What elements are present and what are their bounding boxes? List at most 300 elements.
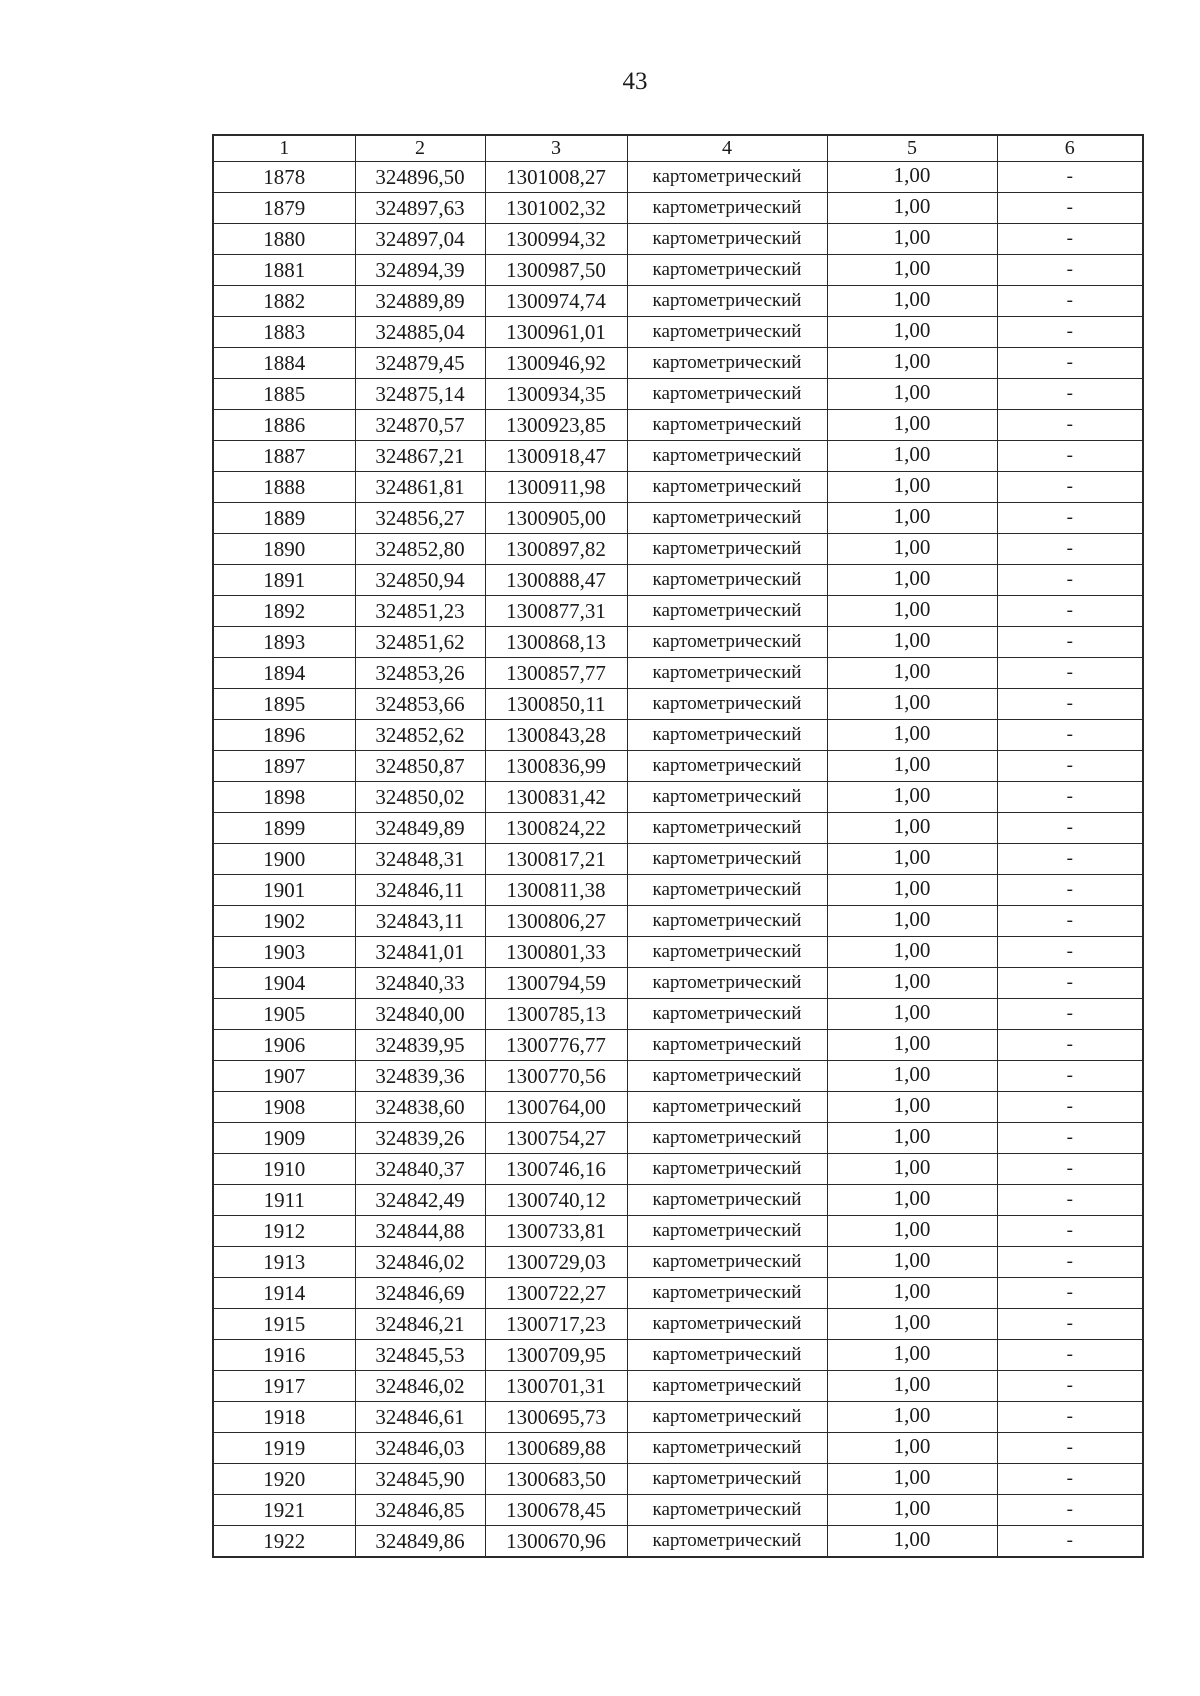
accuracy-cell: 1,00 (827, 162, 997, 193)
note-cell: - (997, 720, 1143, 751)
x-coordinate-cell: 324846,02 (355, 1371, 485, 1402)
y-coordinate-cell: 1301002,32 (485, 193, 627, 224)
x-coordinate-cell: 324840,33 (355, 968, 485, 999)
accuracy-cell: 1,00 (827, 968, 997, 999)
y-coordinate-cell: 1300717,23 (485, 1309, 627, 1340)
accuracy-cell: 1,00 (827, 1309, 997, 1340)
point-number-cell: 1908 (213, 1092, 355, 1123)
accuracy-cell: 1,00 (827, 1185, 997, 1216)
table-row (213, 255, 1143, 286)
table-row (213, 348, 1143, 379)
point-number-cell: 1885 (213, 379, 355, 410)
note-cell: - (997, 627, 1143, 658)
table-row (213, 317, 1143, 348)
x-coordinate-cell: 324885,04 (355, 317, 485, 348)
note-cell: - (997, 844, 1143, 875)
accuracy-cell: 1,00 (827, 410, 997, 441)
note-cell: - (997, 875, 1143, 906)
table-row (213, 720, 1143, 751)
table-row (213, 596, 1143, 627)
x-coordinate-cell: 324889,89 (355, 286, 485, 317)
y-coordinate-cell: 1300776,77 (485, 1030, 627, 1061)
x-coordinate-cell: 324852,80 (355, 534, 485, 565)
note-cell: - (997, 317, 1143, 348)
method-cell: картометрический (627, 813, 827, 844)
table-row (213, 875, 1143, 906)
table-row (213, 162, 1143, 193)
y-coordinate-cell: 1300918,47 (485, 441, 627, 472)
x-coordinate-cell: 324846,85 (355, 1495, 485, 1526)
accuracy-cell: 1,00 (827, 1526, 997, 1558)
accuracy-cell: 1,00 (827, 1464, 997, 1495)
accuracy-cell: 1,00 (827, 1278, 997, 1309)
point-number-cell: 1892 (213, 596, 355, 627)
point-number-cell: 1918 (213, 1402, 355, 1433)
y-coordinate-cell: 1300817,21 (485, 844, 627, 875)
table-row (213, 689, 1143, 720)
x-coordinate-cell: 324846,21 (355, 1309, 485, 1340)
note-cell: - (997, 1092, 1143, 1123)
x-coordinate-cell: 324845,90 (355, 1464, 485, 1495)
x-coordinate-cell: 324846,69 (355, 1278, 485, 1309)
note-cell: - (997, 193, 1143, 224)
y-coordinate-cell: 1300974,74 (485, 286, 627, 317)
accuracy-cell: 1,00 (827, 1340, 997, 1371)
note-cell: - (997, 999, 1143, 1030)
note-cell: - (997, 1216, 1143, 1247)
table-row (213, 751, 1143, 782)
method-cell: картометрический (627, 503, 827, 534)
x-coordinate-cell: 324850,02 (355, 782, 485, 813)
point-number-cell: 1903 (213, 937, 355, 968)
note-cell: - (997, 1278, 1143, 1309)
accuracy-cell: 1,00 (827, 503, 997, 534)
y-coordinate-cell: 1300722,27 (485, 1278, 627, 1309)
note-cell: - (997, 441, 1143, 472)
point-number-cell: 1913 (213, 1247, 355, 1278)
table-row (213, 627, 1143, 658)
note-cell: - (997, 937, 1143, 968)
point-number-cell: 1880 (213, 224, 355, 255)
accuracy-cell: 1,00 (827, 565, 997, 596)
method-cell: картометрический (627, 1154, 827, 1185)
method-cell: картометрический (627, 1309, 827, 1340)
x-coordinate-cell: 324838,60 (355, 1092, 485, 1123)
method-cell: картометрический (627, 1092, 827, 1123)
method-cell: картометрический (627, 255, 827, 286)
x-coordinate-cell: 324851,62 (355, 627, 485, 658)
accuracy-cell: 1,00 (827, 1030, 997, 1061)
point-number-cell: 1895 (213, 689, 355, 720)
x-coordinate-cell: 324842,49 (355, 1185, 485, 1216)
note-cell: - (997, 1061, 1143, 1092)
accuracy-cell: 1,00 (827, 906, 997, 937)
accuracy-cell: 1,00 (827, 1402, 997, 1433)
note-cell: - (997, 565, 1143, 596)
note-cell: - (997, 1371, 1143, 1402)
y-coordinate-cell: 1300806,27 (485, 906, 627, 937)
method-cell: картометрический (627, 1464, 827, 1495)
table-row (213, 1092, 1143, 1123)
table-row (213, 1061, 1143, 1092)
y-coordinate-cell: 1300934,35 (485, 379, 627, 410)
column-header: 6 (997, 135, 1143, 162)
x-coordinate-cell: 324839,26 (355, 1123, 485, 1154)
accuracy-cell: 1,00 (827, 720, 997, 751)
x-coordinate-cell: 324843,11 (355, 906, 485, 937)
y-coordinate-cell: 1300811,38 (485, 875, 627, 906)
table-row (213, 1309, 1143, 1340)
y-coordinate-cell: 1301008,27 (485, 162, 627, 193)
x-coordinate-cell: 324849,89 (355, 813, 485, 844)
table-body (213, 162, 1143, 1558)
point-number-cell: 1886 (213, 410, 355, 441)
y-coordinate-cell: 1300733,81 (485, 1216, 627, 1247)
y-coordinate-cell: 1300695,73 (485, 1402, 627, 1433)
method-cell: картометрический (627, 1061, 827, 1092)
accuracy-cell: 1,00 (827, 658, 997, 689)
accuracy-cell: 1,00 (827, 441, 997, 472)
note-cell: - (997, 1402, 1143, 1433)
note-cell: - (997, 379, 1143, 410)
method-cell: картометрический (627, 193, 827, 224)
table-row (213, 1433, 1143, 1464)
y-coordinate-cell: 1300961,01 (485, 317, 627, 348)
y-coordinate-cell: 1300794,59 (485, 968, 627, 999)
accuracy-cell: 1,00 (827, 379, 997, 410)
note-cell: - (997, 782, 1143, 813)
accuracy-cell: 1,00 (827, 751, 997, 782)
table-row (213, 1371, 1143, 1402)
note-cell: - (997, 503, 1143, 534)
table-row (213, 968, 1143, 999)
point-number-cell: 1896 (213, 720, 355, 751)
note-cell: - (997, 1433, 1143, 1464)
table-row (213, 1340, 1143, 1371)
point-number-cell: 1910 (213, 1154, 355, 1185)
point-number-cell: 1894 (213, 658, 355, 689)
method-cell: картометрический (627, 627, 827, 658)
x-coordinate-cell: 324870,57 (355, 410, 485, 441)
y-coordinate-cell: 1300911,98 (485, 472, 627, 503)
table-row (213, 782, 1143, 813)
method-cell: картометрический (627, 1371, 827, 1402)
accuracy-cell: 1,00 (827, 999, 997, 1030)
y-coordinate-cell: 1300831,42 (485, 782, 627, 813)
y-coordinate-cell: 1300729,03 (485, 1247, 627, 1278)
page-number: 43 (622, 68, 648, 95)
method-cell: картометрический (627, 286, 827, 317)
accuracy-cell: 1,00 (827, 286, 997, 317)
table-row (213, 1185, 1143, 1216)
y-coordinate-cell: 1300709,95 (485, 1340, 627, 1371)
column-header: 2 (355, 135, 485, 162)
x-coordinate-cell: 324850,94 (355, 565, 485, 596)
accuracy-cell: 1,00 (827, 875, 997, 906)
column-header: 4 (627, 135, 827, 162)
table-header-row (213, 135, 1143, 162)
note-cell: - (997, 1123, 1143, 1154)
accuracy-cell: 1,00 (827, 348, 997, 379)
point-number-cell: 1921 (213, 1495, 355, 1526)
point-number-cell: 1905 (213, 999, 355, 1030)
x-coordinate-cell: 324897,63 (355, 193, 485, 224)
table-row (213, 937, 1143, 968)
accuracy-cell: 1,00 (827, 1154, 997, 1185)
point-number-cell: 1883 (213, 317, 355, 348)
point-number-cell: 1898 (213, 782, 355, 813)
note-cell: - (997, 1495, 1143, 1526)
method-cell: картометрический (627, 875, 827, 906)
note-cell: - (997, 1247, 1143, 1278)
accuracy-cell: 1,00 (827, 689, 997, 720)
note-cell: - (997, 162, 1143, 193)
method-cell: картометрический (627, 1340, 827, 1371)
table-row (213, 503, 1143, 534)
point-number-cell: 1879 (213, 193, 355, 224)
note-cell: - (997, 968, 1143, 999)
y-coordinate-cell: 1300877,31 (485, 596, 627, 627)
x-coordinate-cell: 324846,02 (355, 1247, 485, 1278)
note-cell: - (997, 534, 1143, 565)
note-cell: - (997, 1185, 1143, 1216)
y-coordinate-cell: 1300740,12 (485, 1185, 627, 1216)
y-coordinate-cell: 1300923,85 (485, 410, 627, 441)
point-number-cell: 1919 (213, 1433, 355, 1464)
table-row (213, 286, 1143, 317)
table-row (213, 534, 1143, 565)
x-coordinate-cell: 324846,61 (355, 1402, 485, 1433)
y-coordinate-cell: 1300868,13 (485, 627, 627, 658)
y-coordinate-cell: 1300824,22 (485, 813, 627, 844)
y-coordinate-cell: 1300770,56 (485, 1061, 627, 1092)
x-coordinate-cell: 324850,87 (355, 751, 485, 782)
method-cell: картометрический (627, 379, 827, 410)
point-number-cell: 1911 (213, 1185, 355, 1216)
note-cell: - (997, 1340, 1143, 1371)
table-row (213, 472, 1143, 503)
method-cell: картометрический (627, 596, 827, 627)
y-coordinate-cell: 1300670,96 (485, 1526, 627, 1558)
method-cell: картометрический (627, 1433, 827, 1464)
y-coordinate-cell: 1300683,50 (485, 1464, 627, 1495)
table-row (213, 1278, 1143, 1309)
x-coordinate-cell: 324897,04 (355, 224, 485, 255)
accuracy-cell: 1,00 (827, 627, 997, 658)
method-cell: картометрический (627, 658, 827, 689)
method-cell: картометрический (627, 565, 827, 596)
x-coordinate-cell: 324879,45 (355, 348, 485, 379)
x-coordinate-cell: 324894,39 (355, 255, 485, 286)
x-coordinate-cell: 324853,26 (355, 658, 485, 689)
table-row (213, 1030, 1143, 1061)
note-cell: - (997, 255, 1143, 286)
accuracy-cell: 1,00 (827, 472, 997, 503)
table-row (213, 906, 1143, 937)
accuracy-cell: 1,00 (827, 255, 997, 286)
note-cell: - (997, 1309, 1143, 1340)
note-cell: - (997, 286, 1143, 317)
note-cell: - (997, 1464, 1143, 1495)
point-number-cell: 1922 (213, 1526, 355, 1558)
x-coordinate-cell: 324840,37 (355, 1154, 485, 1185)
point-number-cell: 1878 (213, 162, 355, 193)
method-cell: картометрический (627, 534, 827, 565)
accuracy-cell: 1,00 (827, 782, 997, 813)
method-cell: картометрический (627, 472, 827, 503)
point-number-cell: 1890 (213, 534, 355, 565)
point-number-cell: 1904 (213, 968, 355, 999)
note-cell: - (997, 751, 1143, 782)
y-coordinate-cell: 1300994,32 (485, 224, 627, 255)
point-number-cell: 1916 (213, 1340, 355, 1371)
y-coordinate-cell: 1300801,33 (485, 937, 627, 968)
method-cell: картометрический (627, 1123, 827, 1154)
point-number-cell: 1897 (213, 751, 355, 782)
table-row (213, 1123, 1143, 1154)
point-number-cell: 1920 (213, 1464, 355, 1495)
method-cell: картометрический (627, 162, 827, 193)
note-cell: - (997, 224, 1143, 255)
table-row (213, 1247, 1143, 1278)
y-coordinate-cell: 1300946,92 (485, 348, 627, 379)
table-row (213, 193, 1143, 224)
y-coordinate-cell: 1300764,00 (485, 1092, 627, 1123)
y-coordinate-cell: 1300905,00 (485, 503, 627, 534)
accuracy-cell: 1,00 (827, 813, 997, 844)
note-cell: - (997, 1526, 1143, 1558)
point-number-cell: 1887 (213, 441, 355, 472)
method-cell: картометрический (627, 751, 827, 782)
note-cell: - (997, 658, 1143, 689)
point-number-cell: 1888 (213, 472, 355, 503)
accuracy-cell: 1,00 (827, 844, 997, 875)
accuracy-cell: 1,00 (827, 317, 997, 348)
method-cell: картометрический (627, 1526, 827, 1558)
accuracy-cell: 1,00 (827, 1247, 997, 1278)
x-coordinate-cell: 324841,01 (355, 937, 485, 968)
point-number-cell: 1906 (213, 1030, 355, 1061)
x-coordinate-cell: 324839,36 (355, 1061, 485, 1092)
table-row (213, 1154, 1143, 1185)
table-row (213, 813, 1143, 844)
accuracy-cell: 1,00 (827, 534, 997, 565)
table-row (213, 1495, 1143, 1526)
y-coordinate-cell: 1300850,11 (485, 689, 627, 720)
table-row (213, 565, 1143, 596)
table-row (213, 441, 1143, 472)
note-cell: - (997, 813, 1143, 844)
coordinates-table (212, 134, 1144, 1558)
column-header: 3 (485, 135, 627, 162)
note-cell: - (997, 410, 1143, 441)
column-header: 1 (213, 135, 355, 162)
y-coordinate-cell: 1300843,28 (485, 720, 627, 751)
x-coordinate-cell: 324846,03 (355, 1433, 485, 1464)
table-row (213, 379, 1143, 410)
point-number-cell: 1915 (213, 1309, 355, 1340)
method-cell: картометрический (627, 720, 827, 751)
y-coordinate-cell: 1300746,16 (485, 1154, 627, 1185)
method-cell: картометрический (627, 1402, 827, 1433)
note-cell: - (997, 1154, 1143, 1185)
note-cell: - (997, 689, 1143, 720)
method-cell: картометрический (627, 1278, 827, 1309)
method-cell: картометрический (627, 1030, 827, 1061)
x-coordinate-cell: 324875,14 (355, 379, 485, 410)
x-coordinate-cell: 324846,11 (355, 875, 485, 906)
note-cell: - (997, 596, 1143, 627)
table-row (213, 1464, 1143, 1495)
y-coordinate-cell: 1300678,45 (485, 1495, 627, 1526)
y-coordinate-cell: 1300897,82 (485, 534, 627, 565)
y-coordinate-cell: 1300754,27 (485, 1123, 627, 1154)
x-coordinate-cell: 324839,95 (355, 1030, 485, 1061)
x-coordinate-cell: 324848,31 (355, 844, 485, 875)
point-number-cell: 1893 (213, 627, 355, 658)
method-cell: картометрический (627, 1216, 827, 1247)
x-coordinate-cell: 324851,23 (355, 596, 485, 627)
x-coordinate-cell: 324896,50 (355, 162, 485, 193)
point-number-cell: 1914 (213, 1278, 355, 1309)
table-row (213, 844, 1143, 875)
note-cell: - (997, 1030, 1143, 1061)
accuracy-cell: 1,00 (827, 937, 997, 968)
method-cell: картометрический (627, 999, 827, 1030)
y-coordinate-cell: 1300888,47 (485, 565, 627, 596)
accuracy-cell: 1,00 (827, 1216, 997, 1247)
accuracy-cell: 1,00 (827, 1495, 997, 1526)
method-cell: картометрический (627, 441, 827, 472)
method-cell: картометрический (627, 348, 827, 379)
accuracy-cell: 1,00 (827, 1061, 997, 1092)
point-number-cell: 1901 (213, 875, 355, 906)
method-cell: картометрический (627, 224, 827, 255)
point-number-cell: 1881 (213, 255, 355, 286)
point-number-cell: 1917 (213, 1371, 355, 1402)
x-coordinate-cell: 324844,88 (355, 1216, 485, 1247)
accuracy-cell: 1,00 (827, 193, 997, 224)
x-coordinate-cell: 324852,62 (355, 720, 485, 751)
point-number-cell: 1884 (213, 348, 355, 379)
note-cell: - (997, 348, 1143, 379)
column-header: 5 (827, 135, 997, 162)
point-number-cell: 1891 (213, 565, 355, 596)
point-number-cell: 1902 (213, 906, 355, 937)
x-coordinate-cell: 324845,53 (355, 1340, 485, 1371)
method-cell: картометрический (627, 782, 827, 813)
point-number-cell: 1899 (213, 813, 355, 844)
table-row (213, 999, 1143, 1030)
method-cell: картометрический (627, 906, 827, 937)
method-cell: картометрический (627, 689, 827, 720)
point-number-cell: 1882 (213, 286, 355, 317)
accuracy-cell: 1,00 (827, 224, 997, 255)
point-number-cell: 1912 (213, 1216, 355, 1247)
method-cell: картометрический (627, 1185, 827, 1216)
method-cell: картометрический (627, 1247, 827, 1278)
method-cell: картометрический (627, 937, 827, 968)
method-cell: картометрический (627, 410, 827, 441)
x-coordinate-cell: 324861,81 (355, 472, 485, 503)
method-cell: картометрический (627, 317, 827, 348)
y-coordinate-cell: 1300987,50 (485, 255, 627, 286)
accuracy-cell: 1,00 (827, 596, 997, 627)
point-number-cell: 1907 (213, 1061, 355, 1092)
y-coordinate-cell: 1300701,31 (485, 1371, 627, 1402)
table-row (213, 224, 1143, 255)
accuracy-cell: 1,00 (827, 1092, 997, 1123)
